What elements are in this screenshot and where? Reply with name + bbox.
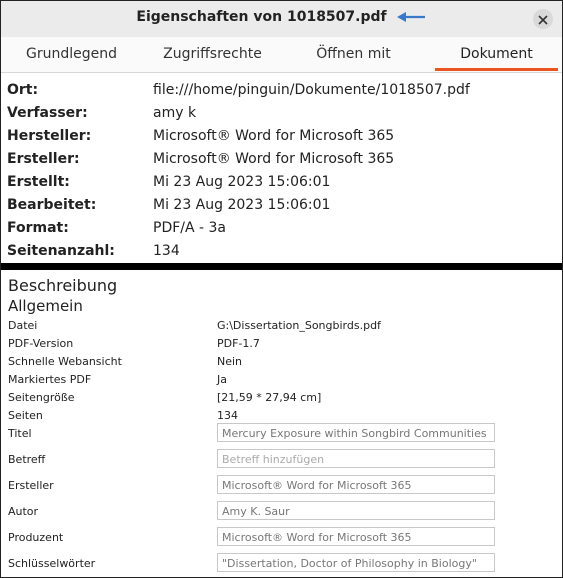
author-field[interactable]: Amy K. Saur bbox=[217, 501, 495, 520]
general-label: Seiten bbox=[8, 409, 43, 422]
description-title: Beschreibung bbox=[8, 276, 118, 295]
prop-label: Bearbeitet: bbox=[7, 197, 97, 213]
general-value: [21,59 * 27,94 cm] bbox=[217, 391, 322, 404]
general-label: Datei bbox=[8, 319, 38, 332]
field-label: Schlüsselwörter bbox=[8, 557, 96, 570]
prop-label: Verfasser: bbox=[7, 105, 88, 121]
prop-value: PDF/A - 3a bbox=[153, 220, 227, 236]
prop-label: Hersteller: bbox=[7, 128, 92, 144]
tab-grundlegend[interactable]: Grundlegend bbox=[26, 46, 117, 62]
general-value: Ja bbox=[217, 373, 227, 386]
dialog-title-wrap bbox=[1, 9, 562, 25]
close-icon bbox=[538, 10, 548, 29]
prop-label: Ersteller: bbox=[7, 151, 80, 167]
field-label: Produzent bbox=[8, 531, 64, 544]
keywords-field[interactable]: "Dissertation, Doctor of Philosophy in Biology" bbox=[217, 553, 495, 572]
field-label: Titel bbox=[8, 427, 32, 440]
prop-value: Mi 23 Aug 2023 15:06:01 bbox=[153, 197, 331, 213]
close-button[interactable] bbox=[533, 9, 553, 29]
arrow-left-icon bbox=[397, 11, 427, 23]
prop-label: Erstellt: bbox=[7, 174, 70, 190]
field-label: Ersteller bbox=[8, 479, 54, 492]
creator-field[interactable]: Microsoft® Word for Microsoft 365 bbox=[217, 475, 495, 494]
general-label: Schnelle Webansicht bbox=[8, 355, 122, 368]
tab-zugriffsrechte[interactable]: Zugriffsrechte bbox=[163, 46, 262, 62]
general-value: PDF-1.7 bbox=[217, 337, 260, 350]
field-label: Autor bbox=[8, 505, 39, 518]
field-label: Betreff bbox=[8, 453, 46, 466]
general-label: PDF-Version bbox=[8, 337, 74, 350]
general-value: Nein bbox=[217, 355, 243, 368]
title-bar[interactable] bbox=[1, 1, 562, 37]
prop-value: Mi 23 Aug 2023 15:06:01 bbox=[153, 174, 331, 190]
tab-dokument[interactable]: Dokument bbox=[460, 46, 533, 62]
prop-value: Microsoft® Word for Microsoft 365 bbox=[153, 151, 395, 167]
subject-field[interactable]: Betreff hinzufügen bbox=[217, 449, 495, 468]
prop-value: file:///home/pinguin/Dokumente/1018507.pdf bbox=[153, 82, 470, 98]
active-tab-indicator bbox=[435, 68, 558, 71]
prop-label: Ort: bbox=[7, 82, 39, 98]
general-section-title: Allgemein bbox=[8, 297, 83, 315]
prop-label: Seitenanzahl: bbox=[7, 243, 115, 259]
tab-oeffnen-mit[interactable]: Öffnen mit bbox=[316, 46, 391, 62]
prop-value: Microsoft® Word for Microsoft 365 bbox=[153, 128, 395, 144]
section-divider bbox=[1, 263, 562, 270]
title-field[interactable]: Mercury Exposure within Songbird Communities bbox=[217, 423, 495, 442]
dialog-title: Eigenschaften von 1018507.pdf bbox=[136, 9, 387, 25]
prop-label: Format: bbox=[7, 220, 69, 236]
producer-field[interactable]: Microsoft® Word for Microsoft 365 bbox=[217, 527, 495, 546]
general-value: 134 bbox=[217, 409, 238, 422]
general-label: Seitengröße bbox=[8, 391, 75, 404]
prop-value: amy k bbox=[153, 105, 197, 121]
general-value: G:\Dissertation_Songbirds.pdf bbox=[217, 319, 381, 332]
prop-value: 134 bbox=[153, 243, 180, 259]
general-label: Markiertes PDF bbox=[8, 373, 92, 386]
